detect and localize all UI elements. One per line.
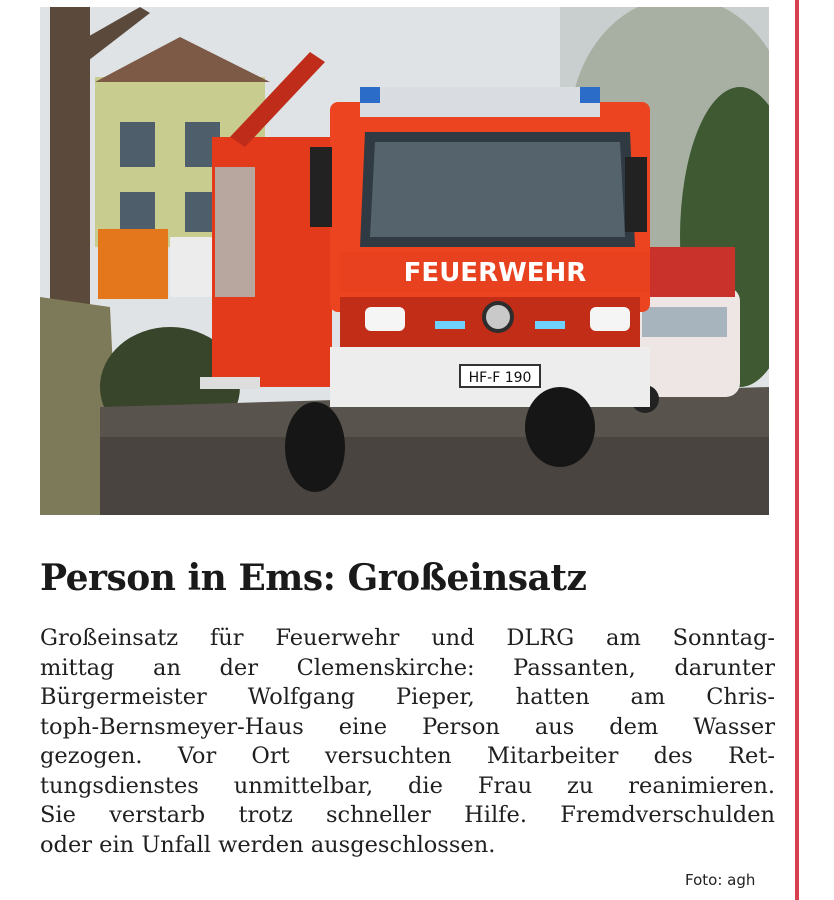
body-line: gezogen. Vor Ort versuchten Mitarbeiter des Ret- [40, 743, 775, 769]
body-line: Großeinsatz für Feuerwehr und DLRG am Sonntag- [40, 625, 775, 651]
truck-lettering: FEUERWEHR [403, 258, 587, 288]
body-line: mittag an der Clemenskirche: Passanten, darunter [40, 654, 775, 681]
column-rule [795, 0, 799, 900]
article-photo [40, 7, 769, 515]
article-body [40, 624, 775, 860]
body-line: tungsdienstes unmittelbar, die Frau zu reanimieren. [40, 772, 775, 799]
body-line: Sie verstarb trotz schneller Hilfe. Fremdverschulden [40, 802, 775, 828]
fire-truck-illustration [40, 7, 769, 515]
article-headline: Person in Ems: Großeinsatz [40, 557, 587, 599]
body-line: Bürgermeister Wolfgang Pieper, hatten am Chris- [40, 684, 775, 710]
photo-credit: Foto: agh [685, 871, 756, 889]
body-line: oder ein Unfall werden ausgeschlossen. [40, 831, 496, 858]
body-line: toph-Bernsmeyer-Haus eine Person aus dem Wasser [40, 713, 775, 740]
truck-plate: HF-F 190 [468, 370, 532, 386]
